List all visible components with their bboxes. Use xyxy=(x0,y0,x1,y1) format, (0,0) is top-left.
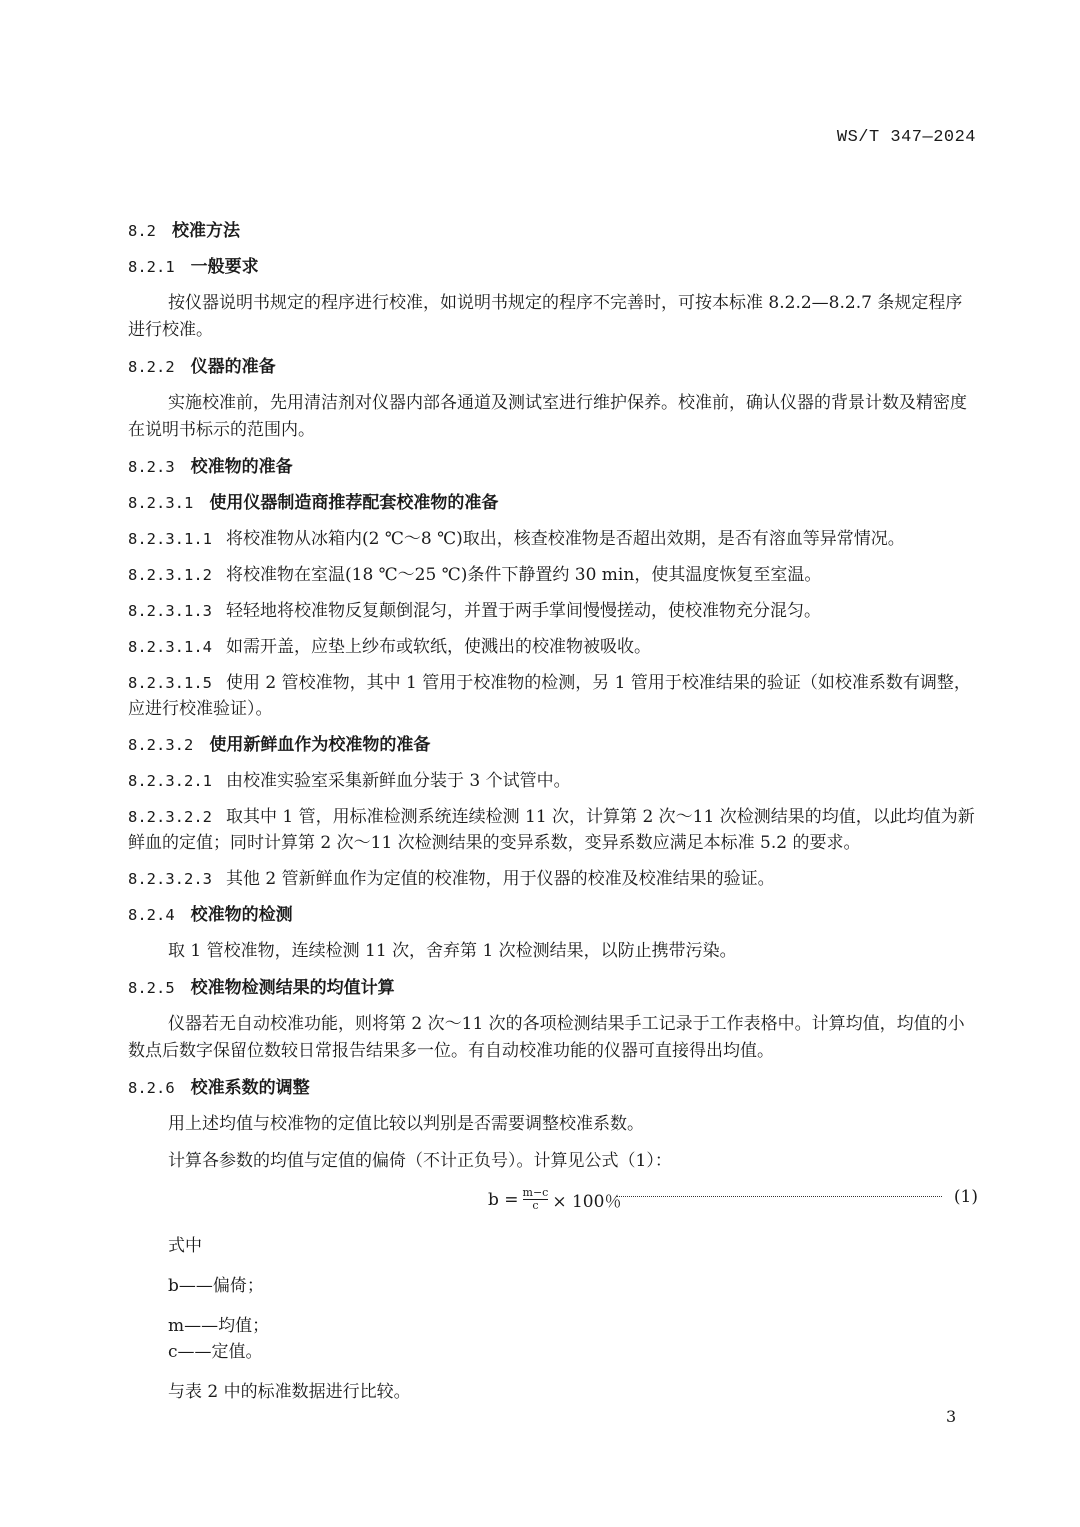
formula-numerator: m−c xyxy=(522,1186,549,1199)
section-number: 8.2 xyxy=(128,222,156,240)
section-heading-8-2-3 xyxy=(128,454,978,490)
section-title: 校准系数的调整 xyxy=(190,1078,310,1098)
paragraph-8-2-4: 取 1 管校准物，连续检测 11 次，舍弃第 1 次检测结果，以防止携带污染。 xyxy=(168,941,737,961)
clause-8-2-3-1-5 xyxy=(128,670,978,722)
section-title: 校准方法 xyxy=(172,221,240,241)
section-heading-8-2-3-2 xyxy=(128,732,978,768)
formula-lhs: b = xyxy=(488,1189,519,1210)
section-number: 8.2.4 xyxy=(128,906,175,924)
clause-8-2-3-1-3 xyxy=(128,598,978,624)
clause-number: 8.2.3.2.3 xyxy=(128,870,212,888)
section-title: 校准物检测结果的均值计算 xyxy=(190,978,395,998)
clause-number: 8.2.3.1.4 xyxy=(128,638,212,656)
clause-8-2-3-1-2 xyxy=(128,562,978,588)
clause-8-2-3-2-3 xyxy=(128,866,978,892)
clause-text: 将校准物从冰箱内(2 ℃～8 ℃)取出，核查校准物是否超出效期，是否有溶血等异常情况。 xyxy=(226,529,905,549)
equation-number: (1) xyxy=(953,1187,978,1207)
section-heading-8-2 xyxy=(128,218,978,254)
document-code: WS/T 347—2024 xyxy=(836,128,976,147)
section-heading-8-2-4 xyxy=(128,902,978,938)
section-number: 8.2.2 xyxy=(128,358,175,376)
clause-number: 8.2.3.1.5 xyxy=(128,674,212,692)
clause-text: 如需开盖，应垫上纱布或软纸，使溅出的校准物被吸收。 xyxy=(226,637,651,657)
clause-number: 8.2.3.1.1 xyxy=(128,530,212,548)
formula-fraction xyxy=(523,1187,549,1212)
section-title: 校准物的检测 xyxy=(190,905,293,925)
paragraph-8-2-6-a: 用上述均值与校准物的定值比较以判别是否需要调整校准系数。 xyxy=(168,1114,644,1134)
section-title: 一般要求 xyxy=(190,257,259,277)
formula-denominator: c xyxy=(532,1199,539,1212)
clause-text: 将校准物在室温(18 ℃～25 ℃)条件下静置约 30 min，使其温度恢复至室温。 xyxy=(226,565,822,585)
clause-8-2-3-2-2 xyxy=(128,804,978,856)
section-number: 8.2.3.1 xyxy=(128,494,194,512)
section-title: 校准物的准备 xyxy=(190,457,293,477)
dot-leader xyxy=(616,1196,942,1197)
section-heading-8-2-2 xyxy=(128,354,978,390)
definition-c: c——定值。 xyxy=(168,1342,263,1362)
section-title: 使用新鲜血作为校准物的准备 xyxy=(209,735,431,755)
clause-8-2-3-1-1 xyxy=(128,526,978,552)
section-heading-8-2-1 xyxy=(128,254,978,290)
section-number: 8.2.3.2 xyxy=(128,736,194,754)
clause-text: 轻轻地将校准物反复颠倒混匀，并置于两手掌间慢慢搓动，使校准物充分混匀。 xyxy=(226,601,821,621)
clause-text: 使用 2 管校准物，其中 1 管用于校准物的检测，另 1 管用于校准结果的验证（如校准系数有调整，应进行校准验证）。 xyxy=(128,673,971,719)
section-title: 仪器的准备 xyxy=(190,357,276,377)
formula-rhs: × 100％ xyxy=(552,1192,622,1212)
section-heading-8-2-5 xyxy=(128,975,978,1011)
clause-number: 8.2.3.1.3 xyxy=(128,602,212,620)
clause-text: 由校准实验室采集新鲜血分装于 3 个试管中。 xyxy=(226,771,571,791)
paragraph-8-2-6-b: 计算各参数的均值与定值的偏倚（不计正负号）。计算见公式（1）： xyxy=(168,1151,672,1171)
clause-number: 8.2.3.2.2 xyxy=(128,808,212,826)
section-number: 8.2.3 xyxy=(128,458,175,476)
section-number: 8.2.1 xyxy=(128,258,175,276)
clause-text: 取其中 1 管，用标准检测系统连续检测 11 次，计算第 2 次～11 次检测结果的均值，以此均值为新鲜血的定值；同时计算第 2 次～11 次检测结果的变异系数，变异系数应满足本标准 5.2 的要求。 xyxy=(128,807,975,853)
definition-b: b——偏倚； xyxy=(168,1276,264,1296)
section-heading-8-2-6 xyxy=(128,1075,978,1111)
closing-sentence: 与表 2 中的标准数据进行比较。 xyxy=(168,1382,411,1402)
clause-number: 8.2.3.2.1 xyxy=(128,772,212,790)
paragraph-8-2-5: 仪器若无自动校准功能，则将第 2 次～11 次的各项检测结果手工记录于工作表格中。计算均值，均值的小数点后数字保留位数较日常报告结果多一位。有自动校准功能的仪器可直接得出均值。 xyxy=(128,1014,965,1061)
section-number: 8.2.5 xyxy=(128,979,175,997)
document-body xyxy=(128,218,978,1405)
section-title: 使用仪器制造商推荐配套校准物的准备 xyxy=(209,493,499,513)
section-heading-8-2-3-1 xyxy=(128,490,978,526)
formula-1 xyxy=(128,1185,978,1225)
formula-expression xyxy=(488,1187,621,1212)
page-number: 3 xyxy=(946,1407,957,1426)
clause-8-2-3-2-1 xyxy=(128,768,978,794)
section-number: 8.2.6 xyxy=(128,1079,175,1097)
paragraph-8-2-1: 按仪器说明书规定的程序进行校准，如说明书规定的程序不完善时，可按本标准 8.2.2—8.2.7 条规定程序进行校准。 xyxy=(128,293,963,340)
clause-8-2-3-1-4 xyxy=(128,634,978,660)
definition-m: m——均值； xyxy=(168,1316,270,1336)
clause-number: 8.2.3.1.2 xyxy=(128,566,212,584)
clause-text: 其他 2 管新鲜血作为定值的校准物，用于仪器的校准及校准结果的验证。 xyxy=(226,869,775,889)
where-label: 式中 xyxy=(168,1236,202,1256)
paragraph-8-2-2: 实施校准前，先用清洁剂对仪器内部各通道及测试室进行维护保养。校准前，确认仪器的背景计数及精密度在说明书标示的范围内。 xyxy=(128,393,967,440)
